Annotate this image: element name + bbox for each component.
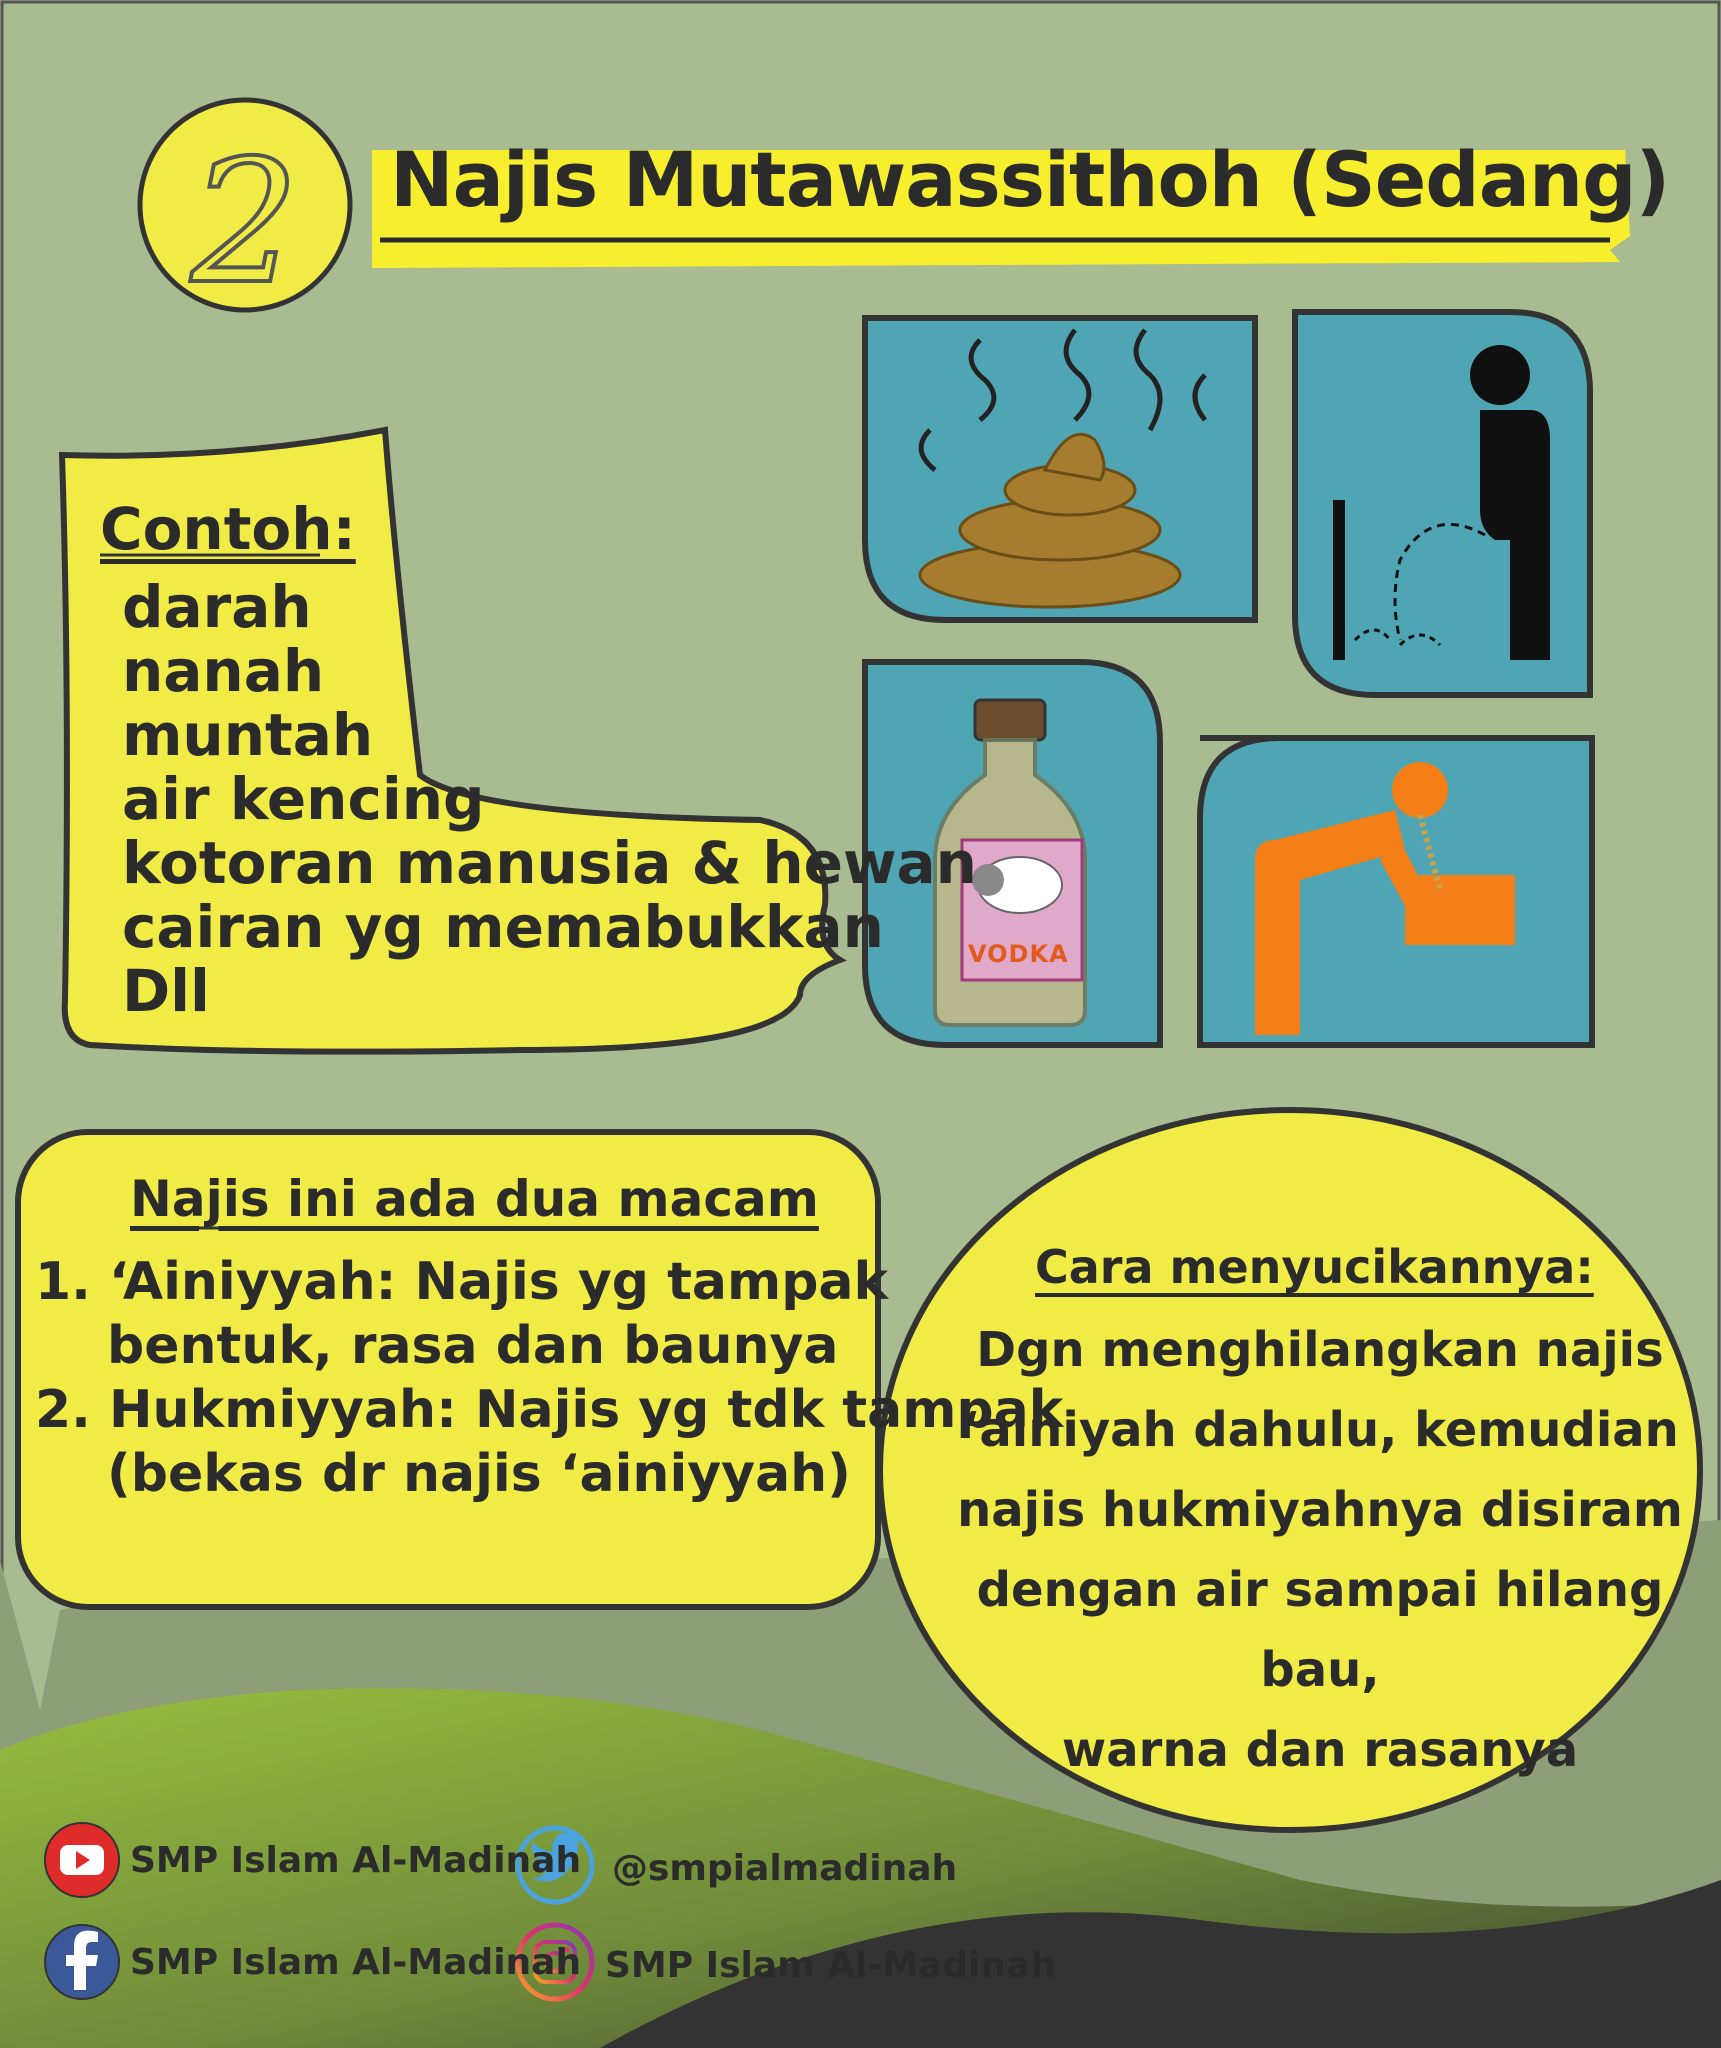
macam-list bbox=[35, 1250, 1063, 1506]
list-item: 1. ‘Ainiyyah: Najis yg tampak bbox=[35, 1252, 889, 1312]
list-item: (bekas dr najis ‘ainiyyah) bbox=[107, 1444, 851, 1504]
contoh-title: Contoh: bbox=[100, 495, 356, 563]
cara-line: ‘ainiyah dahulu, kemudian bbox=[961, 1402, 1679, 1458]
list-item: 2. Hukmiyyah: Najis yg tdk tampak bbox=[35, 1380, 1064, 1440]
vomit-tile bbox=[1200, 738, 1592, 1045]
list-item: kotoran manusia & hewan bbox=[122, 829, 977, 897]
list-item: muntah bbox=[122, 701, 374, 769]
youtube-icon bbox=[45, 1823, 119, 1897]
cara-line: dengan air sampai hilang bau, bbox=[976, 1562, 1664, 1698]
list-item: cairan yg memabukkan bbox=[122, 893, 884, 961]
twitter-link[interactable]: @smpialmadinah bbox=[612, 1848, 958, 1889]
section-number: 2 bbox=[190, 124, 300, 322]
cara-line: Dgn menghilangkan najis bbox=[976, 1322, 1664, 1378]
list-item: air kencing bbox=[122, 765, 485, 833]
facebook-icon bbox=[45, 1925, 119, 1999]
contoh-list bbox=[122, 575, 977, 1023]
list-item: darah bbox=[122, 573, 312, 641]
macam-title: Najis ini ada dua macam bbox=[130, 1170, 819, 1228]
list-item: Dll bbox=[122, 957, 210, 1025]
cara-body bbox=[950, 1310, 1690, 1790]
list-item: nanah bbox=[122, 637, 325, 705]
facebook-link[interactable]: SMP Islam Al-Madinah bbox=[130, 1942, 582, 1983]
urinate-tile bbox=[1295, 312, 1590, 695]
instagram-link[interactable]: SMP Islam Al-Madinah bbox=[605, 1945, 1057, 1986]
cara-title: Cara menyucikannya: bbox=[1035, 1240, 1594, 1294]
cara-line: warna dan rasanya bbox=[1061, 1722, 1579, 1778]
bottle-label: VODKA bbox=[968, 940, 1069, 968]
page-title: Najis Mutawassithoh (Sedang) bbox=[390, 135, 1670, 224]
youtube-link[interactable]: SMP Islam Al-Madinah bbox=[130, 1840, 582, 1881]
cara-line: najis hukmiyahnya disiram bbox=[957, 1482, 1683, 1538]
list-item: bentuk, rasa dan baunya bbox=[107, 1316, 839, 1376]
